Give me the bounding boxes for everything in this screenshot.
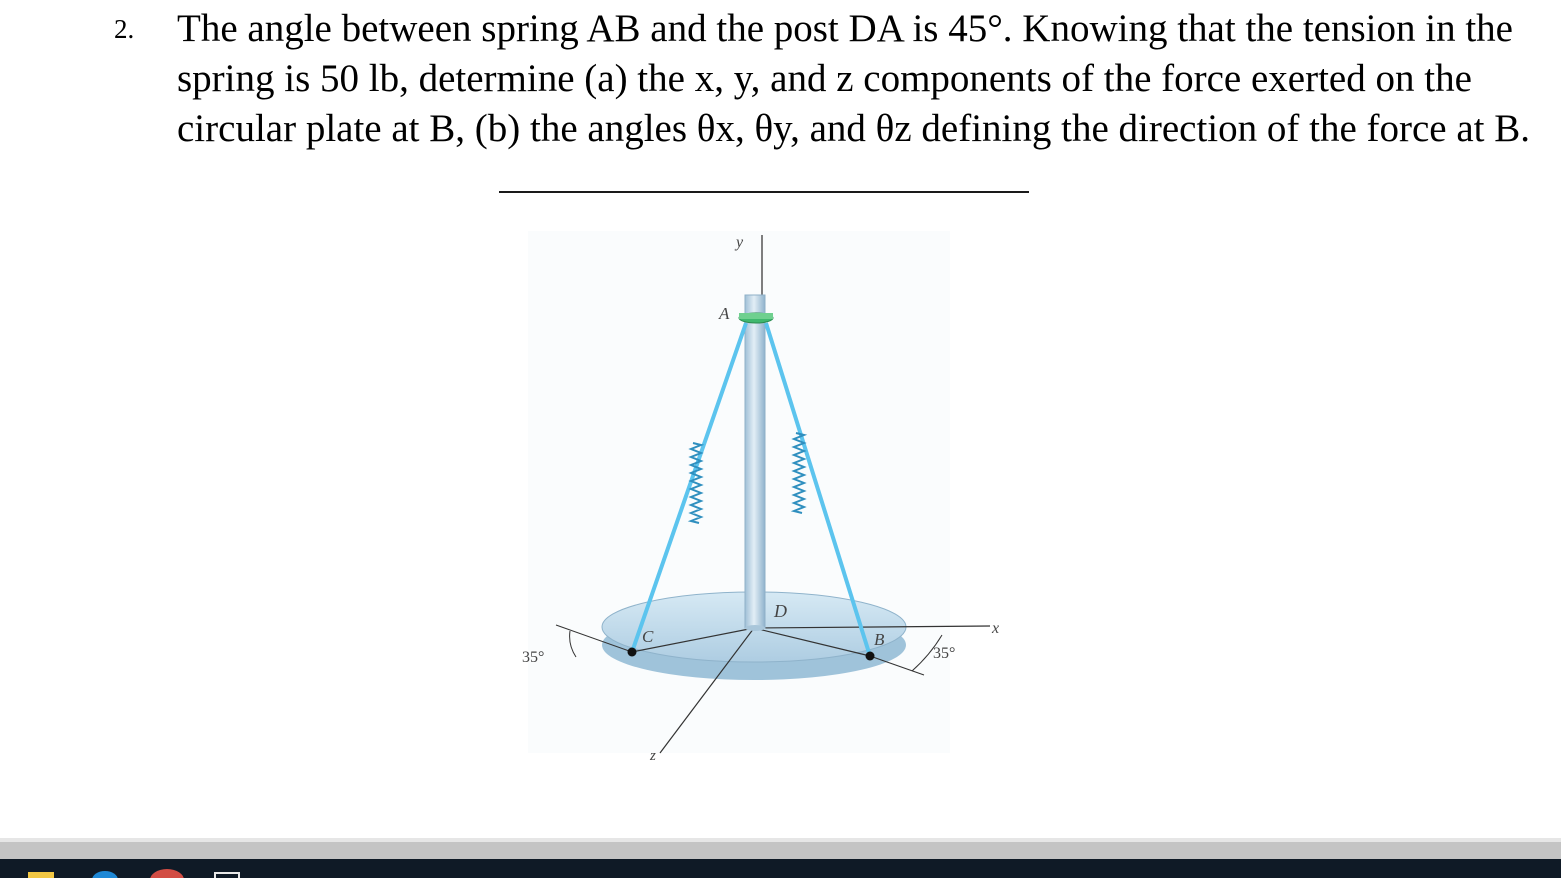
spring-post-figure	[500, 225, 1000, 765]
problem-line: circular plate at B, (b) the angles θx, θy, and θz defining the direction of the force at B.	[177, 107, 1531, 150]
angle-label-right: 35°	[933, 645, 956, 662]
point-a-label: A	[719, 304, 730, 323]
problem-number: 2.	[114, 14, 135, 44]
point-c-label: C	[642, 627, 654, 646]
point-c-dot	[628, 648, 637, 657]
z-axis-label: z	[650, 748, 656, 764]
post-da	[745, 295, 765, 628]
chrome-icon[interactable]	[150, 868, 184, 878]
problem-line: The angle between spring AB and the post DA is 45°. Knowing that the tension in the	[177, 7, 1513, 50]
edge-icon[interactable]	[92, 870, 118, 878]
viewer-scrollbar[interactable]	[0, 842, 1561, 859]
problem-line: spring is 50 lb, determine (a) the x, y, and z components of the force exerted on the	[177, 57, 1472, 100]
x-axis-label: x	[992, 620, 1000, 637]
problem-statement	[177, 4, 1561, 154]
post-base	[745, 625, 765, 631]
task-view-icon[interactable]	[213, 871, 241, 878]
collar-band	[739, 313, 773, 319]
point-b-dot	[866, 652, 875, 661]
figure-drawing	[500, 225, 1000, 765]
angle-label-left: 35°	[522, 649, 545, 666]
point-b-label: B	[874, 630, 885, 649]
y-axis-label: y	[736, 234, 744, 251]
divider-line	[499, 191, 1029, 193]
taskbar	[0, 859, 1561, 878]
file-explorer-icon[interactable]	[28, 872, 54, 878]
point-d-label: D	[774, 601, 787, 621]
